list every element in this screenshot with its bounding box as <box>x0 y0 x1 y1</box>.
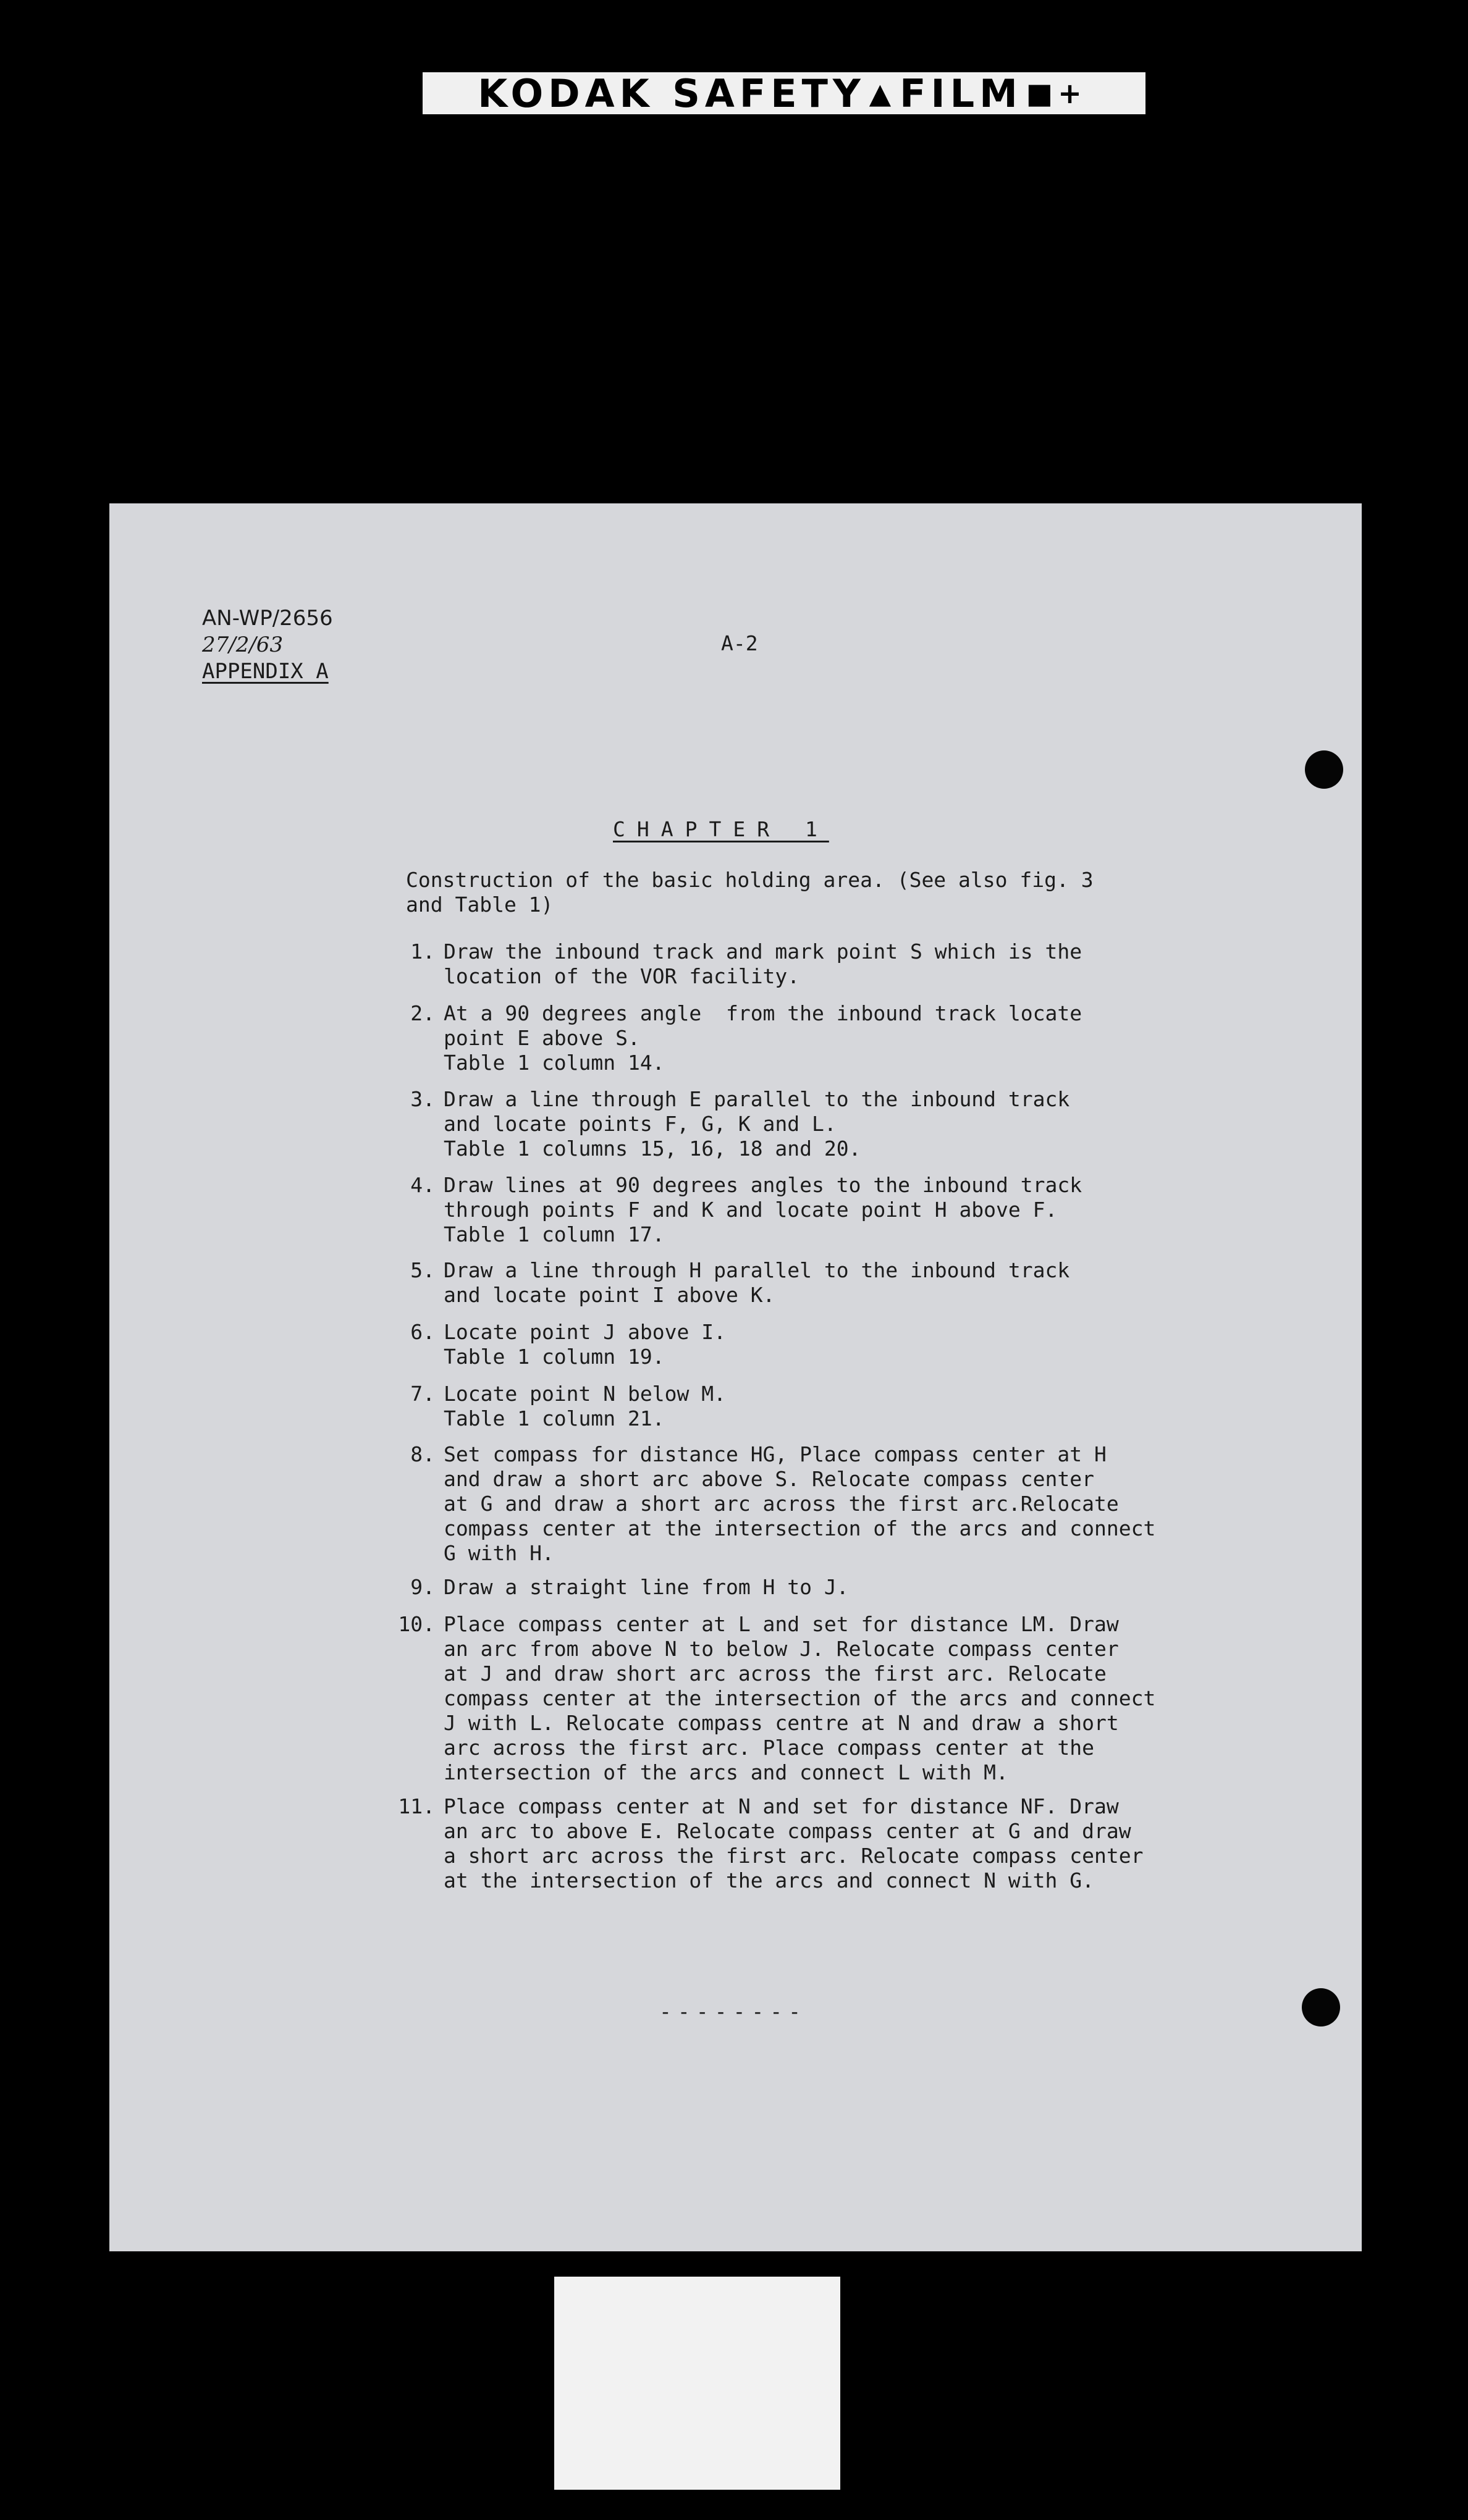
step-number: 9. <box>410 1575 435 1599</box>
punch-hole-bottom <box>1302 1988 1340 2026</box>
step-text: Draw a line through H parallel to the inbound track and locate point I above K. <box>444 1258 1070 1307</box>
film-triangle-icon: ▲ <box>869 77 896 110</box>
film-marks-icon: ■+ <box>1026 77 1087 110</box>
step-number: 5. <box>410 1258 435 1282</box>
film-label-text: FILM <box>900 70 1023 116</box>
doc-number: AN-WP/2656 <box>202 606 333 631</box>
step-number: 11. <box>398 1794 435 1818</box>
chapter-intro: Construction of the basic holding area. (See also fig. 3 and Table 1) <box>406 868 1094 917</box>
appendix-label: APPENDIX A <box>202 659 329 684</box>
step-number: 3. <box>410 1087 435 1111</box>
step-text: Locate point J above I. Table 1 column 19. <box>444 1320 726 1369</box>
step-text: Set compass for distance HG, Place compass center at H and draw a short arc above S. Relocate compass center at G and draw a short arc across the first arc.Relocate compass center at the intersection of the arcs and connect G with H. <box>444 1442 1156 1565</box>
step-number: 8. <box>410 1442 435 1466</box>
film-brand-text: KODAK SAFETY <box>478 70 866 116</box>
document-page <box>109 503 1362 2251</box>
step-number: 2. <box>410 1001 435 1025</box>
blank-target-card <box>554 2277 840 2490</box>
doc-date: 27/2/63 <box>202 632 284 657</box>
step-text: Place compass center at L and set for distance LM. Draw an arc from above N to below J. Relocate compass center at J and draw short arc across the first arc. Relocate compass center at the intersection of the arcs and connect J with L. Relocate compass centre at N and draw a short arc across the first arc. Place compass center at the intersection of the arcs and connect L with M. <box>444 1612 1156 1784</box>
punch-hole-top <box>1305 750 1343 789</box>
step-number: 10. <box>398 1612 435 1636</box>
step-text: Draw lines at 90 degrees angles to the inbound track through points F and K and locate point H above F. Table 1 column 17. <box>444 1173 1082 1246</box>
step-number: 1. <box>410 939 435 964</box>
step-text: At a 90 degrees angle from the inbound track locate point E above S. Table 1 column 14. <box>444 1001 1082 1075</box>
step-number: 6. <box>410 1320 435 1344</box>
step-number: 7. <box>410 1382 435 1406</box>
step-text: Locate point N below M. Table 1 column 21. <box>444 1382 726 1430</box>
step-number: 4. <box>410 1173 435 1197</box>
film-edge-marking <box>423 72 1145 114</box>
page-number: A-2 <box>721 631 758 655</box>
document-reference <box>202 605 333 685</box>
step-text: Draw a line through E parallel to the inbound track and locate points F, G, K and L. Table 1 columns 15, 16, 18 and 20. <box>444 1087 1070 1161</box>
step-text: Place compass center at N and set for distance NF. Draw an arc to above E. Relocate compass center at G and draw a short arc across the first arc. Relocate compass center at the intersection of the arcs and connect N with G. <box>444 1794 1144 1892</box>
step-text: Draw a straight line from H to J. <box>444 1575 849 1599</box>
chapter-title: CHAPTER 1 <box>613 817 829 841</box>
end-divider: -------- <box>659 1999 807 2023</box>
step-text: Draw the inbound track and mark point S which is the location of the VOR facility. <box>444 939 1082 988</box>
